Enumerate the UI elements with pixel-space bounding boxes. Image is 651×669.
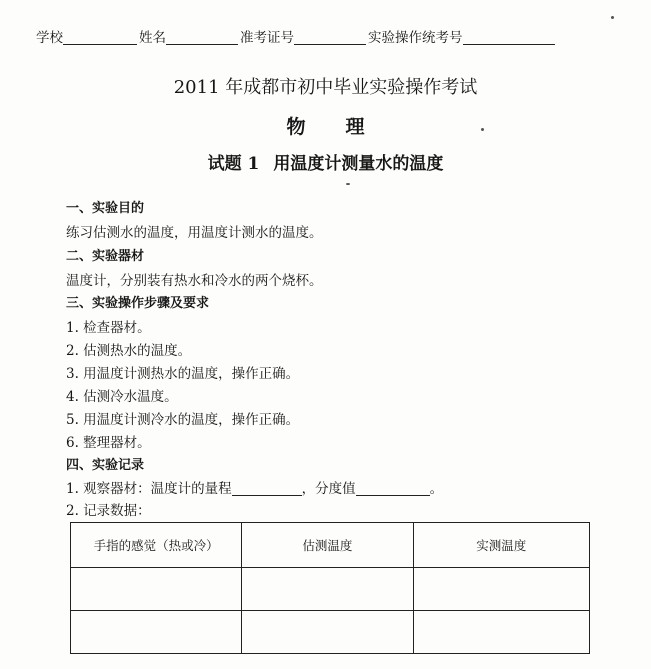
table-header-row: [71, 523, 590, 568]
section-heading-record: 四、实验记录: [66, 458, 145, 473]
col-header-estimated-temp: 估测温度: [242, 523, 413, 568]
trial-name: 用温度计测量水的温度: [273, 154, 444, 174]
table-cell[interactable]: [71, 611, 242, 654]
admission-blank[interactable]: [294, 30, 366, 45]
step-item: 5. 用温度计测冷水的温度，操作正确。: [66, 412, 300, 428]
observe-line: [66, 477, 443, 497]
step-item: 6. 整理器材。: [66, 435, 151, 451]
observe-prefix: 1. 观察器材：温度计的量程: [66, 481, 232, 497]
table-cell[interactable]: [242, 611, 413, 654]
section-heading-purpose: 一、实验目的: [66, 201, 145, 216]
name-blank[interactable]: [166, 30, 238, 45]
admission-label: 准考证号: [240, 30, 294, 46]
name-label: 姓名: [139, 30, 166, 46]
observe-end: 。: [429, 481, 444, 497]
step-item: 3. 用温度计测热水的温度，操作正确。: [66, 366, 300, 382]
step-item: 4. 估测冷水温度。: [66, 389, 178, 405]
school-blank[interactable]: [63, 30, 137, 45]
table-cell[interactable]: [71, 568, 242, 611]
col-header-finger-feel: 手指的感觉（热或冷）: [71, 523, 242, 568]
subject-title: 物理: [286, 116, 405, 138]
division-blank[interactable]: [356, 481, 430, 496]
school-label: 学校: [36, 30, 63, 46]
exam-seat-blank[interactable]: [463, 30, 555, 45]
table-row: [71, 611, 590, 654]
scan-speck: [611, 16, 614, 19]
table-cell[interactable]: [413, 568, 589, 611]
step-item: 2. 估测热水的温度。: [66, 343, 192, 359]
purpose-text: 练习估测水的温度，用温度计测水的温度。: [66, 225, 323, 241]
observe-mid: ，分度值: [301, 481, 356, 497]
data-label: 2. 记录数据：: [66, 503, 151, 519]
col-header-measured-temp: 实测温度: [413, 523, 589, 568]
equipment-text: 温度计，分别装有热水和冷水的两个烧杯。: [66, 273, 323, 289]
section-heading-steps: 三、实验操作步骤及要求: [66, 296, 210, 311]
range-blank[interactable]: [232, 481, 302, 496]
exam-header-row: [36, 26, 555, 46]
step-item: 1. 检查器材。: [66, 320, 151, 336]
exam-seat-label: 实验操作统考号: [368, 30, 463, 46]
table-cell[interactable]: [242, 568, 413, 611]
table-row: [71, 568, 590, 611]
table-cell[interactable]: [413, 611, 589, 654]
section-heading-equipment: 二、实验器材: [66, 249, 145, 264]
record-table: [70, 522, 590, 654]
scan-speck: [346, 183, 350, 185]
exam-title: 2011 年成都市初中毕业实验操作考试: [173, 77, 478, 98]
trial-title: [0, 149, 651, 174]
scan-speck: [481, 128, 484, 131]
trial-number: 试题 1: [207, 154, 260, 174]
